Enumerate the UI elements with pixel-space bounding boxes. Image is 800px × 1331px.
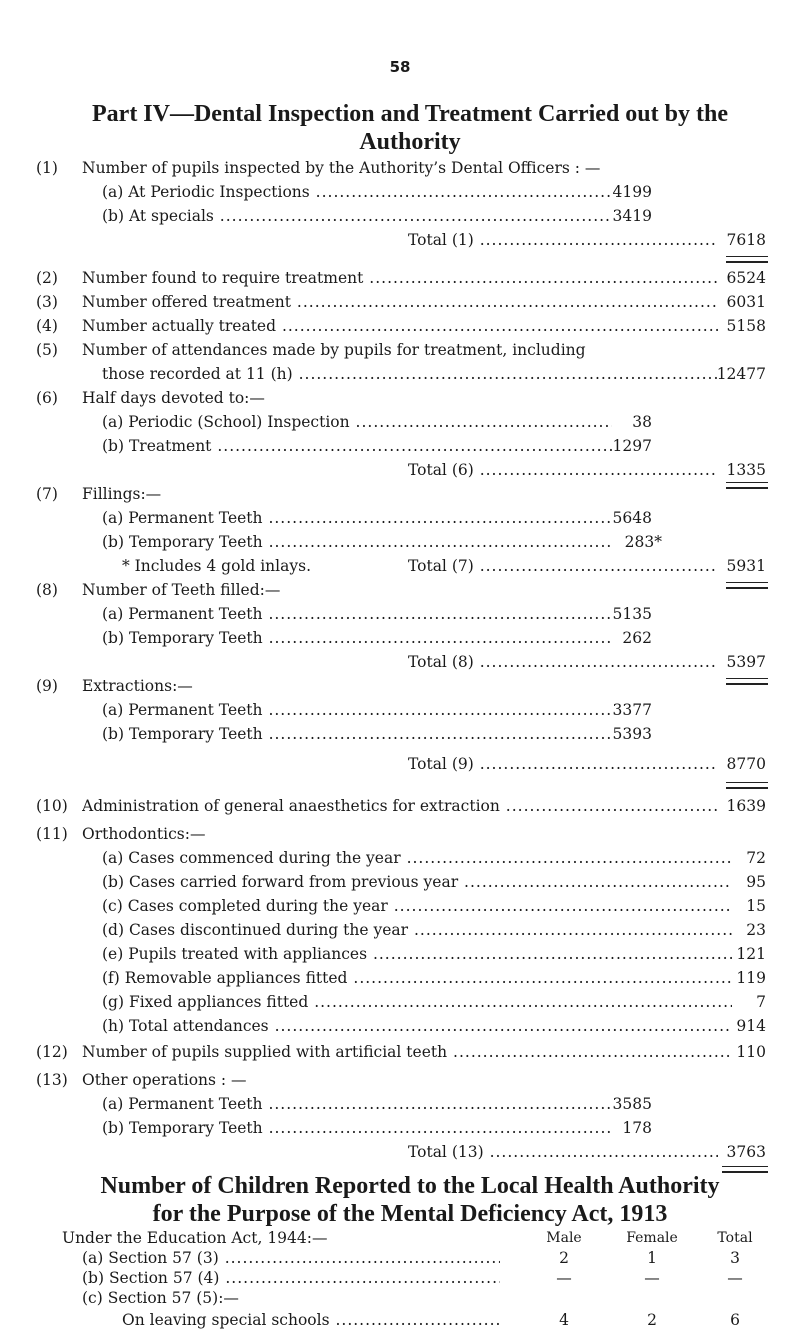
col-total: Total xyxy=(717,1230,753,1246)
total-label: Total (1) ..... xyxy=(408,228,718,252)
item-label: (d) Cases discontinued during the year ..... xyxy=(102,918,732,942)
item-6b-row xyxy=(0,434,800,458)
col-female: Female xyxy=(626,1230,678,1246)
item-13-total-row xyxy=(0,1140,800,1164)
female-cell: 2 xyxy=(647,1311,657,1329)
total-value: 7618 xyxy=(726,231,766,249)
item-label: (a) Permanent Teeth ..... xyxy=(102,1092,612,1116)
double-rule xyxy=(726,256,768,263)
item-label: (b) Temporary Teeth ..... xyxy=(102,626,612,650)
item-value: 178 xyxy=(622,1119,652,1137)
act-header-row xyxy=(0,1227,800,1249)
item-label: (a) Permanent Teeth ..... xyxy=(102,506,612,530)
item-number: (10) xyxy=(36,797,68,815)
item-label: (e) Pupils treated with appliances ..... xyxy=(102,942,732,966)
mental-title-line1: Number of Children Reported to the Local Health Authority xyxy=(100,1173,720,1199)
item-value: 15 xyxy=(746,897,766,915)
item-label: Number offered treatment ..... xyxy=(82,290,718,314)
item-value: 5135 xyxy=(612,605,652,623)
item-label: (a) Periodic (School) Inspection ..... xyxy=(102,410,612,434)
item-13a-row xyxy=(0,1092,800,1116)
item-label: Fillings:— xyxy=(82,485,162,503)
item-value: 5393 xyxy=(612,725,652,743)
item-9a-row xyxy=(0,698,800,722)
double-rule xyxy=(726,678,768,685)
item-label: those recorded at 11 (h) ..... xyxy=(102,362,718,386)
item-8-row xyxy=(0,578,800,602)
item-label: Number of Teeth filled:— xyxy=(82,581,281,599)
total-label: Total (8) ..... xyxy=(408,650,718,674)
row-label: (c) Section 57 (5):— xyxy=(82,1289,239,1307)
total-value: 3763 xyxy=(726,1143,766,1161)
item-number: (2) xyxy=(36,269,58,287)
male-cell: 2 xyxy=(559,1249,569,1267)
item-11a-row xyxy=(0,846,800,870)
item-value: 3377 xyxy=(612,701,652,719)
item-number: (7) xyxy=(36,485,58,503)
item-label: (g) Fixed appliances fitted ..... xyxy=(102,990,732,1014)
item-11f-row xyxy=(0,966,800,990)
item-value: 12477 xyxy=(716,365,766,383)
mental-title-line2: for the Purpose of the Mental Deficiency Act, 1913 xyxy=(152,1201,668,1227)
item-number: (3) xyxy=(36,293,58,311)
item-6a-row xyxy=(0,410,800,434)
row-label: (a) Section 57 (3) ..... xyxy=(82,1247,500,1269)
total-cell: — xyxy=(727,1269,743,1287)
table-row xyxy=(0,1309,800,1331)
item-label: (a) Permanent Teeth ..... xyxy=(102,698,612,722)
item-value: 121 xyxy=(736,945,766,963)
mental-title xyxy=(40,1172,780,1228)
item-6-total-row xyxy=(0,458,800,482)
row-label: On leaving special schools ..... xyxy=(122,1309,500,1331)
item-number: (4) xyxy=(36,317,58,335)
item-label: (h) Total attendances ..... xyxy=(102,1014,732,1038)
item-13-row xyxy=(0,1068,800,1092)
item-number: (13) xyxy=(36,1071,68,1089)
female-cell: 1 xyxy=(647,1249,657,1267)
item-8a-row xyxy=(0,602,800,626)
item-4-row xyxy=(0,314,800,338)
table-row xyxy=(0,1247,800,1269)
item-value: 914 xyxy=(736,1017,766,1035)
item-11h-row xyxy=(0,1014,800,1038)
item-value: 72 xyxy=(746,849,766,867)
item-1-row xyxy=(0,156,800,180)
item-value: 6031 xyxy=(726,293,766,311)
item-11e-row xyxy=(0,942,800,966)
double-rule xyxy=(726,782,768,789)
part4-title xyxy=(40,100,780,156)
item-label: (f) Removable appliances fitted ..... xyxy=(102,966,732,990)
total-label: Total (6) ..... xyxy=(408,458,718,482)
total-label: Total (9) ..... xyxy=(408,752,718,776)
item-13b-row xyxy=(0,1116,800,1140)
item-value: 23 xyxy=(746,921,766,939)
total-value: 5397 xyxy=(726,653,766,671)
item-value: 4199 xyxy=(612,183,652,201)
item-label: Administration of general anaesthetics for extraction ..... xyxy=(82,794,718,818)
item-number: (6) xyxy=(36,389,58,407)
item-9b-row xyxy=(0,722,800,746)
item-1-total-row xyxy=(0,228,800,252)
item-label: (b) Temporary Teeth ..... xyxy=(102,722,612,746)
item-label: (b) Temporary Teeth ..... xyxy=(102,530,612,554)
item-number: (12) xyxy=(36,1043,68,1061)
page-number: 58 xyxy=(389,58,411,76)
item-11c-row xyxy=(0,894,800,918)
total-label: Total (7) ..... xyxy=(408,554,718,578)
item-9-row xyxy=(0,674,800,698)
part4-title-line1: Part IV—Dental Inspection and Treatment Carried out by the xyxy=(92,101,728,127)
item-12-row xyxy=(0,1040,800,1064)
item-7-total-row xyxy=(0,554,800,578)
item-label: (a) At Periodic Inspections ..... xyxy=(102,180,612,204)
item-11d-row xyxy=(0,918,800,942)
item-value: 1297 xyxy=(612,437,652,455)
item-3-row xyxy=(0,290,800,314)
item-value: 7 xyxy=(756,993,766,1011)
item-value: 3585 xyxy=(612,1095,652,1113)
item-value: 262 xyxy=(622,629,652,647)
item-label: Extractions:— xyxy=(82,677,193,695)
item-11g-row xyxy=(0,990,800,1014)
item-7b-row xyxy=(0,530,800,554)
item-1a-row xyxy=(0,180,800,204)
item-label: Half days devoted to:— xyxy=(82,389,265,407)
item-value: 5648 xyxy=(612,509,652,527)
item-value: 6524 xyxy=(726,269,766,287)
col-male: Male xyxy=(546,1230,582,1246)
table-row xyxy=(0,1287,800,1309)
item-5-row xyxy=(0,338,800,362)
male-cell: — xyxy=(556,1269,572,1287)
item-11-row xyxy=(0,822,800,846)
item-value: 3419 xyxy=(612,207,652,225)
total-value: 5931 xyxy=(726,557,766,575)
item-label: Number found to require treatment ..... xyxy=(82,266,718,290)
item-8-total-row xyxy=(0,650,800,674)
item-label: (a) Cases commenced during the year ..... xyxy=(102,846,732,870)
item-value: 5158 xyxy=(726,317,766,335)
item-label: Number of pupils inspected by the Authority’s Dental Officers : — xyxy=(82,159,601,177)
item-label: (b) At specials ..... xyxy=(102,204,612,228)
item-9-total-row xyxy=(0,752,800,776)
item-8b-row xyxy=(0,626,800,650)
double-rule xyxy=(726,482,768,489)
row-label: (b) Section 57 (4) ..... xyxy=(82,1267,500,1289)
table-row xyxy=(0,1267,800,1289)
total-label: Total (13) ..... xyxy=(408,1140,718,1164)
item-number: (8) xyxy=(36,581,58,599)
item-6-row xyxy=(0,386,800,410)
total-cell: 3 xyxy=(730,1249,740,1267)
item-label: (a) Permanent Teeth ..... xyxy=(102,602,612,626)
item-label: Orthodontics:— xyxy=(82,825,206,843)
double-rule xyxy=(726,582,768,589)
item-number: (5) xyxy=(36,341,58,359)
item-11b-row xyxy=(0,870,800,894)
item-value: 95 xyxy=(746,873,766,891)
item-label: Other operations : — xyxy=(82,1071,247,1089)
item-number: (11) xyxy=(36,825,68,843)
item-value: 283* xyxy=(624,533,662,551)
male-cell: 4 xyxy=(559,1311,569,1329)
act-label: Under the Education Act, 1944:— xyxy=(62,1229,328,1247)
item-label: (b) Cases carried forward from previous year ..... xyxy=(102,870,732,894)
item-value: 1639 xyxy=(726,797,766,815)
item-label: Number actually treated ..... xyxy=(82,314,718,338)
footnote: * Includes 4 gold inlays. xyxy=(122,557,312,575)
total-value: 8770 xyxy=(726,755,766,773)
item-label: (b) Treatment ..... xyxy=(102,434,612,458)
item-value: 38 xyxy=(632,413,652,431)
item-label: Number of attendances made by pupils for treatment, including xyxy=(82,341,586,359)
total-cell: 6 xyxy=(730,1311,740,1329)
item-number: (9) xyxy=(36,677,58,695)
item-10-row xyxy=(0,794,800,818)
item-label: (c) Cases completed during the year ..... xyxy=(102,894,732,918)
item-number: (1) xyxy=(36,159,58,177)
part4-title-line2: Authority xyxy=(359,129,461,155)
item-7-row xyxy=(0,482,800,506)
item-2-row xyxy=(0,266,800,290)
item-value: 110 xyxy=(736,1043,766,1061)
item-5-cont-row xyxy=(0,362,800,386)
female-cell: — xyxy=(644,1269,660,1287)
total-value: 1335 xyxy=(726,461,766,479)
item-1b-row xyxy=(0,204,800,228)
item-label: (b) Temporary Teeth ..... xyxy=(102,1116,612,1140)
item-label: Number of pupils supplied with artificial teeth ..... xyxy=(82,1040,732,1064)
item-value: 119 xyxy=(736,969,766,987)
item-7a-row xyxy=(0,506,800,530)
